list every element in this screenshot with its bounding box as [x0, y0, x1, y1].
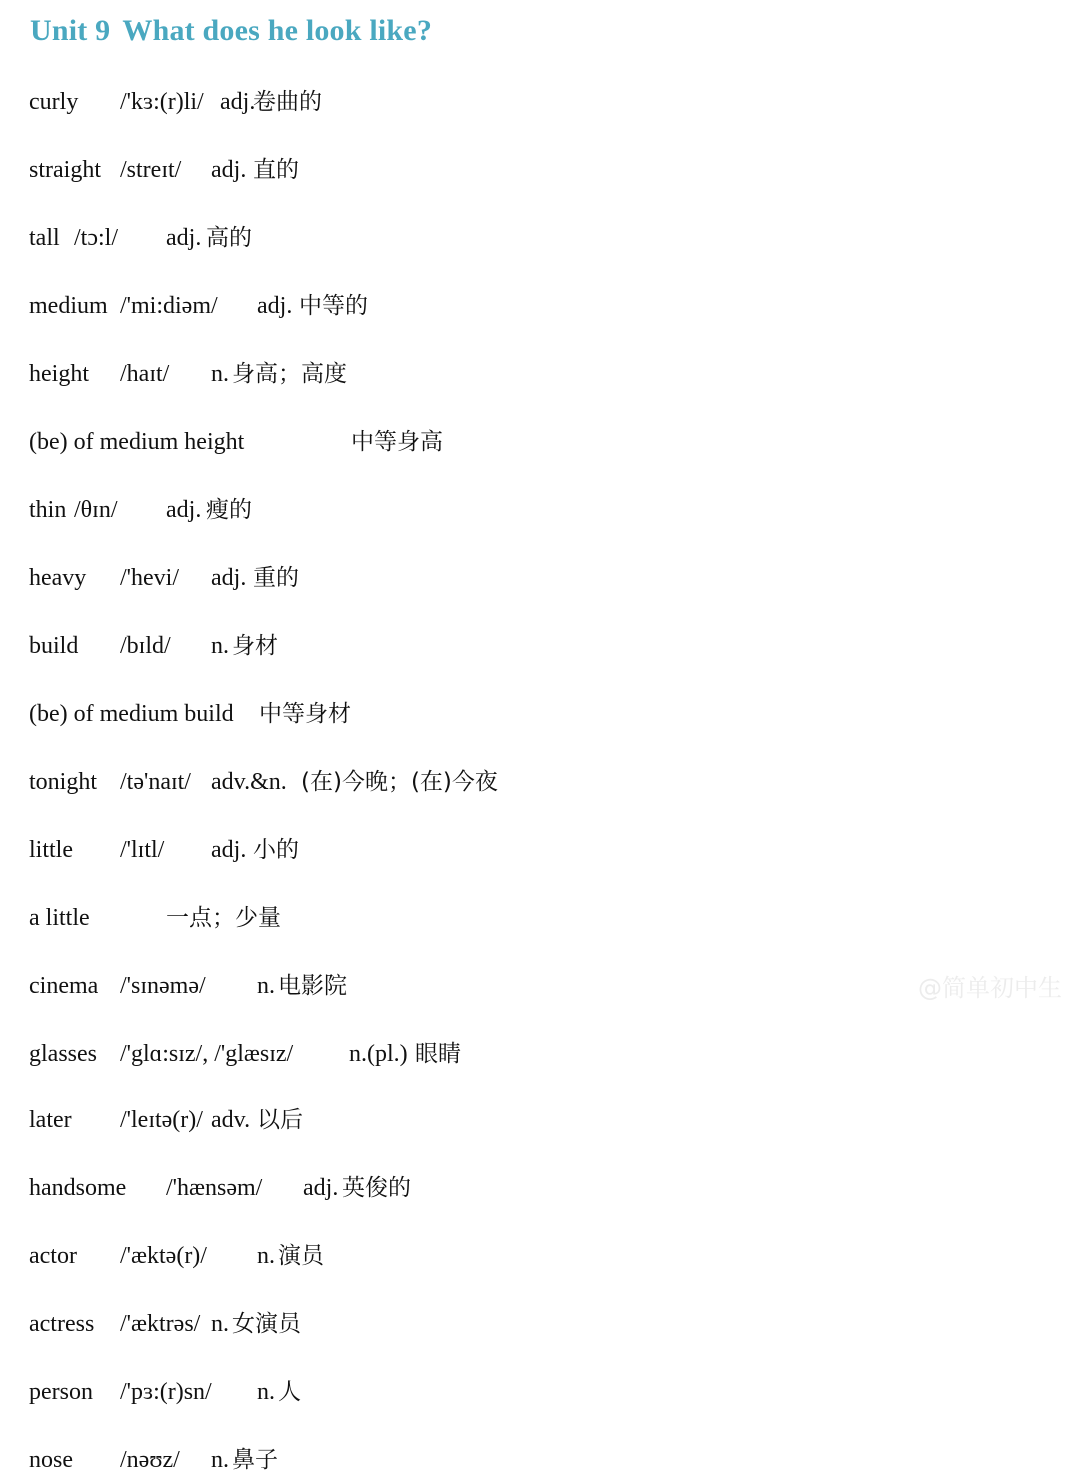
- word: height: [29, 361, 89, 387]
- part-of-speech: adj.: [166, 225, 202, 251]
- phonetic: /'hænsəm/: [166, 1175, 263, 1201]
- phonetic: /'glɑ:sɪz/, /'glæsɪz/: [120, 1041, 294, 1067]
- part-of-speech: n.: [211, 361, 229, 387]
- phrase: a little: [29, 905, 90, 931]
- meaning: 人: [278, 1379, 301, 1405]
- word: thin: [29, 497, 67, 523]
- part-of-speech: adj.: [166, 497, 202, 523]
- word: later: [29, 1107, 72, 1133]
- word: heavy: [29, 565, 87, 591]
- word: actor: [29, 1243, 77, 1269]
- part-of-speech: adj.: [303, 1175, 339, 1201]
- part-of-speech: adj.: [211, 837, 247, 863]
- phonetic: /'sɪnəmə/: [120, 973, 206, 999]
- word: medium: [29, 293, 108, 319]
- phonetic: /tə'naɪt/: [120, 769, 191, 795]
- phonetic: /'æktə(r)/: [120, 1243, 207, 1269]
- part-of-speech: n.: [211, 1447, 229, 1473]
- phonetic: /'leɪtə(r)/: [120, 1107, 203, 1133]
- meaning: 鼻子: [232, 1447, 278, 1473]
- word: tall: [29, 225, 60, 251]
- meaning: 重的: [253, 565, 299, 591]
- phonetic: /'pɜ:(r)sn/: [120, 1379, 212, 1405]
- phonetic: /θɪn/: [74, 497, 118, 523]
- meaning: 女演员: [232, 1311, 301, 1337]
- meaning: 中等身材: [259, 701, 351, 727]
- meaning: 英俊的: [342, 1175, 411, 1201]
- phonetic: /'mi:diəm/: [120, 293, 218, 319]
- page-title: [30, 14, 432, 48]
- phrase: (be) of medium build: [29, 701, 234, 727]
- phonetic: /'kɜ:(r)li/: [120, 89, 204, 115]
- part-of-speech: n.: [257, 1379, 275, 1405]
- word: handsome: [29, 1175, 127, 1201]
- part-of-speech: n.: [257, 1243, 275, 1269]
- meaning: 中等身高: [351, 429, 443, 455]
- meaning: 眼睛: [415, 1041, 461, 1067]
- word: cinema: [29, 973, 99, 999]
- meaning: 小的: [253, 837, 299, 863]
- phonetic: /bɪld/: [120, 633, 171, 659]
- meaning: 电影院: [278, 973, 347, 999]
- phonetic: /'hevi/: [120, 565, 179, 591]
- word: glasses: [29, 1041, 97, 1067]
- word: little: [29, 837, 73, 863]
- word: tonight: [29, 769, 98, 795]
- part-of-speech: n.: [211, 1311, 229, 1337]
- word: person: [29, 1379, 93, 1405]
- phonetic: /nəʊz/: [120, 1447, 180, 1473]
- meaning: 直的: [253, 157, 299, 183]
- part-of-speech: n.: [211, 633, 229, 659]
- unit-label: Unit 9: [30, 14, 111, 47]
- part-of-speech: adj.: [211, 157, 247, 183]
- meaning: 身高；高度: [232, 361, 347, 387]
- part-of-speech: n.: [257, 973, 275, 999]
- word: nose: [29, 1447, 73, 1473]
- meaning: 以后: [257, 1107, 303, 1133]
- meaning: 身材: [232, 633, 278, 659]
- watermark: @简单初中生: [918, 974, 1062, 1002]
- meaning: 卷曲的: [253, 89, 322, 115]
- part-of-speech: adv.&n.: [211, 769, 287, 795]
- word: build: [29, 633, 79, 659]
- phonetic: /'æktrəs/: [120, 1311, 201, 1337]
- phonetic: /tɔ:l/: [74, 225, 118, 251]
- part-of-speech: adj.: [257, 293, 293, 319]
- meaning: 一点；少量: [166, 905, 281, 931]
- phonetic: /haɪt/: [120, 361, 170, 387]
- part-of-speech: adj.: [220, 89, 256, 115]
- word: curly: [29, 89, 79, 115]
- meaning: (在)今晚；(在)今夜: [301, 769, 498, 795]
- part-of-speech: adj.: [211, 565, 247, 591]
- phonetic: /'lɪtl/: [120, 837, 165, 863]
- unit-heading: What does he look like?: [122, 14, 433, 47]
- part-of-speech: adv.: [211, 1107, 251, 1133]
- phrase: (be) of medium height: [29, 429, 245, 455]
- phonetic: /streɪt/: [120, 157, 182, 183]
- meaning: 中等的: [299, 293, 368, 319]
- meaning: 高的: [206, 225, 252, 251]
- word: actress: [29, 1311, 95, 1337]
- word: straight: [29, 157, 101, 183]
- part-of-speech: n.(pl.): [349, 1041, 408, 1067]
- meaning: 瘦的: [206, 497, 252, 523]
- meaning: 演员: [278, 1243, 324, 1269]
